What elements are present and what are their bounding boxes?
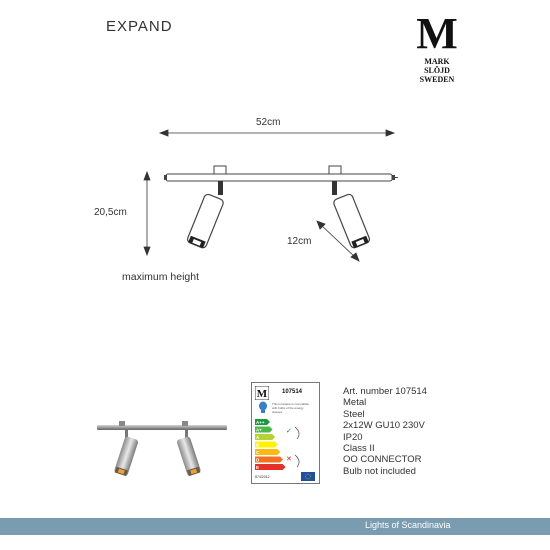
- energy-cross-icon: [286, 455, 299, 467]
- spec-ip: IP20: [343, 431, 363, 443]
- spec-bulb-note: Bulb not included: [343, 465, 416, 477]
- svg-text:A++: A++: [256, 420, 265, 425]
- spec-material-1: Metal: [343, 397, 367, 409]
- energy-compat-text: This luminaire is compatible with bulbs of the energy classes:: [272, 402, 310, 414]
- spec-connector: OO CONNECTOR: [343, 454, 422, 466]
- height-note: maximum height: [122, 271, 200, 283]
- product-photo: [95, 415, 245, 490]
- width-arrow: [160, 130, 394, 136]
- svg-text:A+: A+: [256, 427, 262, 433]
- energy-class-aplusplus: [255, 419, 270, 425]
- svg-text:M: M: [256, 388, 268, 400]
- footer-bar: [0, 518, 550, 535]
- svg-text:✕: ✕: [286, 456, 292, 463]
- right-spotlight: [332, 181, 371, 249]
- energy-class-aplus: [255, 427, 273, 433]
- energy-class-a: [255, 434, 275, 440]
- height-label: 20,5cm: [94, 207, 127, 218]
- svg-text:D: D: [256, 457, 260, 463]
- logo-line-3: SWEDEN: [419, 75, 455, 84]
- energy-regulation: 874/2012: [255, 475, 270, 479]
- spec-class: Class II: [343, 443, 375, 455]
- energy-article-number: 107514: [282, 389, 303, 395]
- eu-flag-icon: [301, 472, 315, 481]
- energy-label: [251, 382, 320, 484]
- spec-material-2: Steel: [343, 408, 365, 420]
- lamp-bar: [164, 166, 398, 181]
- energy-class-e: [255, 464, 286, 470]
- bulb-icon: [257, 401, 269, 415]
- logo-line-2: SLÖJD: [424, 66, 450, 75]
- height-arrow: [144, 172, 150, 255]
- svg-text:A: A: [256, 435, 260, 440]
- svg-text:B: B: [256, 442, 260, 448]
- svg-text:E: E: [256, 465, 260, 470]
- svg-text:✓: ✓: [286, 428, 292, 435]
- left-spotlight: [186, 181, 224, 249]
- logo-line-1: MARK: [424, 57, 450, 66]
- footer-text: Lights of Scandinavia: [365, 520, 451, 530]
- product-title: EXPAND: [106, 18, 173, 35]
- spec-bulbs: 2x12W GU10 230V: [343, 420, 425, 432]
- spot-length-label: 12cm: [287, 236, 312, 247]
- spec-art-number: Art. number 107514: [343, 386, 427, 397]
- energy-class-b: [255, 442, 278, 448]
- energy-class-scale: [255, 419, 317, 473]
- svg-text:C: C: [256, 450, 260, 455]
- energy-logo-icon: [255, 386, 269, 400]
- energy-check-icon: [286, 427, 299, 439]
- width-label: 52cm: [256, 117, 281, 128]
- specifications: [343, 386, 427, 477]
- energy-class-d: [255, 457, 283, 463]
- logo-letter: M: [416, 9, 458, 58]
- energy-class-c: [255, 449, 280, 455]
